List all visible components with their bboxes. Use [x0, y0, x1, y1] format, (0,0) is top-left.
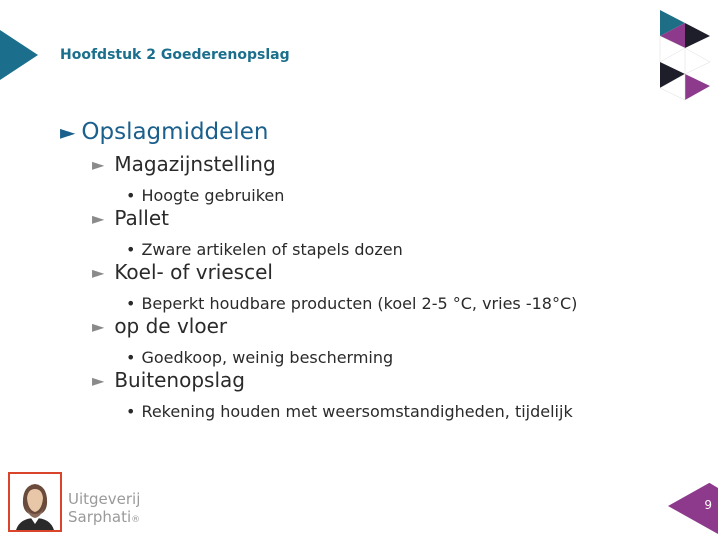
list-item-label: Magazijnstelling: [114, 152, 276, 176]
list-item-sub: Zware artikelen of stapels dozen: [141, 240, 403, 259]
bullet-triangle-icon: ►: [92, 208, 105, 228]
list-item: [92, 260, 692, 314]
decorative-triangles-icon: [655, 8, 715, 108]
bullet-triangle-icon: ►: [92, 316, 105, 336]
portrait-icon: [10, 474, 60, 530]
logo-portrait-frame: [8, 472, 62, 532]
list-item-sub: Rekening houden met weersomstandigheden, tijdelijk: [141, 402, 573, 421]
list-item-label: op de vloer: [114, 314, 228, 338]
page-number: 9: [704, 498, 712, 512]
corner-arrow-icon: [0, 30, 40, 80]
bullet-list: [92, 152, 692, 422]
list-item: [92, 368, 692, 422]
logo-registered-mark: ®: [131, 515, 141, 525]
bullet-dot-icon: •: [126, 348, 136, 367]
list-item-sub: Hoogte gebruiken: [141, 186, 285, 205]
list-item-sub: Goedkoop, weinig bescherming: [141, 348, 394, 367]
bullet-dot-icon: •: [126, 294, 136, 313]
bullet-triangle-icon: ►: [92, 154, 105, 174]
heading-bullet-icon: ►: [60, 120, 76, 144]
list-item: [92, 206, 692, 260]
bullet-triangle-icon: ►: [92, 370, 105, 390]
publisher-logo: [8, 472, 141, 534]
bullet-dot-icon: •: [126, 402, 136, 421]
list-item-sub: Beperkt houdbare producten (koel 2-5 °C, vries -18°C): [141, 294, 578, 313]
bullet-triangle-icon: ►: [92, 262, 105, 282]
list-item: [92, 152, 692, 206]
logo-line-2: Sarphati: [68, 508, 132, 526]
slide-heading-text: Opslagmiddelen: [81, 119, 269, 145]
list-item-label: Koel- of vriescel: [114, 260, 273, 284]
list-item-label: Pallet: [114, 206, 169, 230]
bullet-dot-icon: •: [126, 186, 136, 205]
chapter-title: Hoofdstuk 2 Goederenopslag: [60, 47, 290, 63]
logo-line-1: Uitgeverij: [68, 490, 141, 508]
slide-heading: [60, 119, 268, 145]
list-item-label: Buitenopslag: [114, 368, 245, 392]
list-item: [92, 314, 692, 368]
bullet-dot-icon: •: [126, 240, 136, 259]
